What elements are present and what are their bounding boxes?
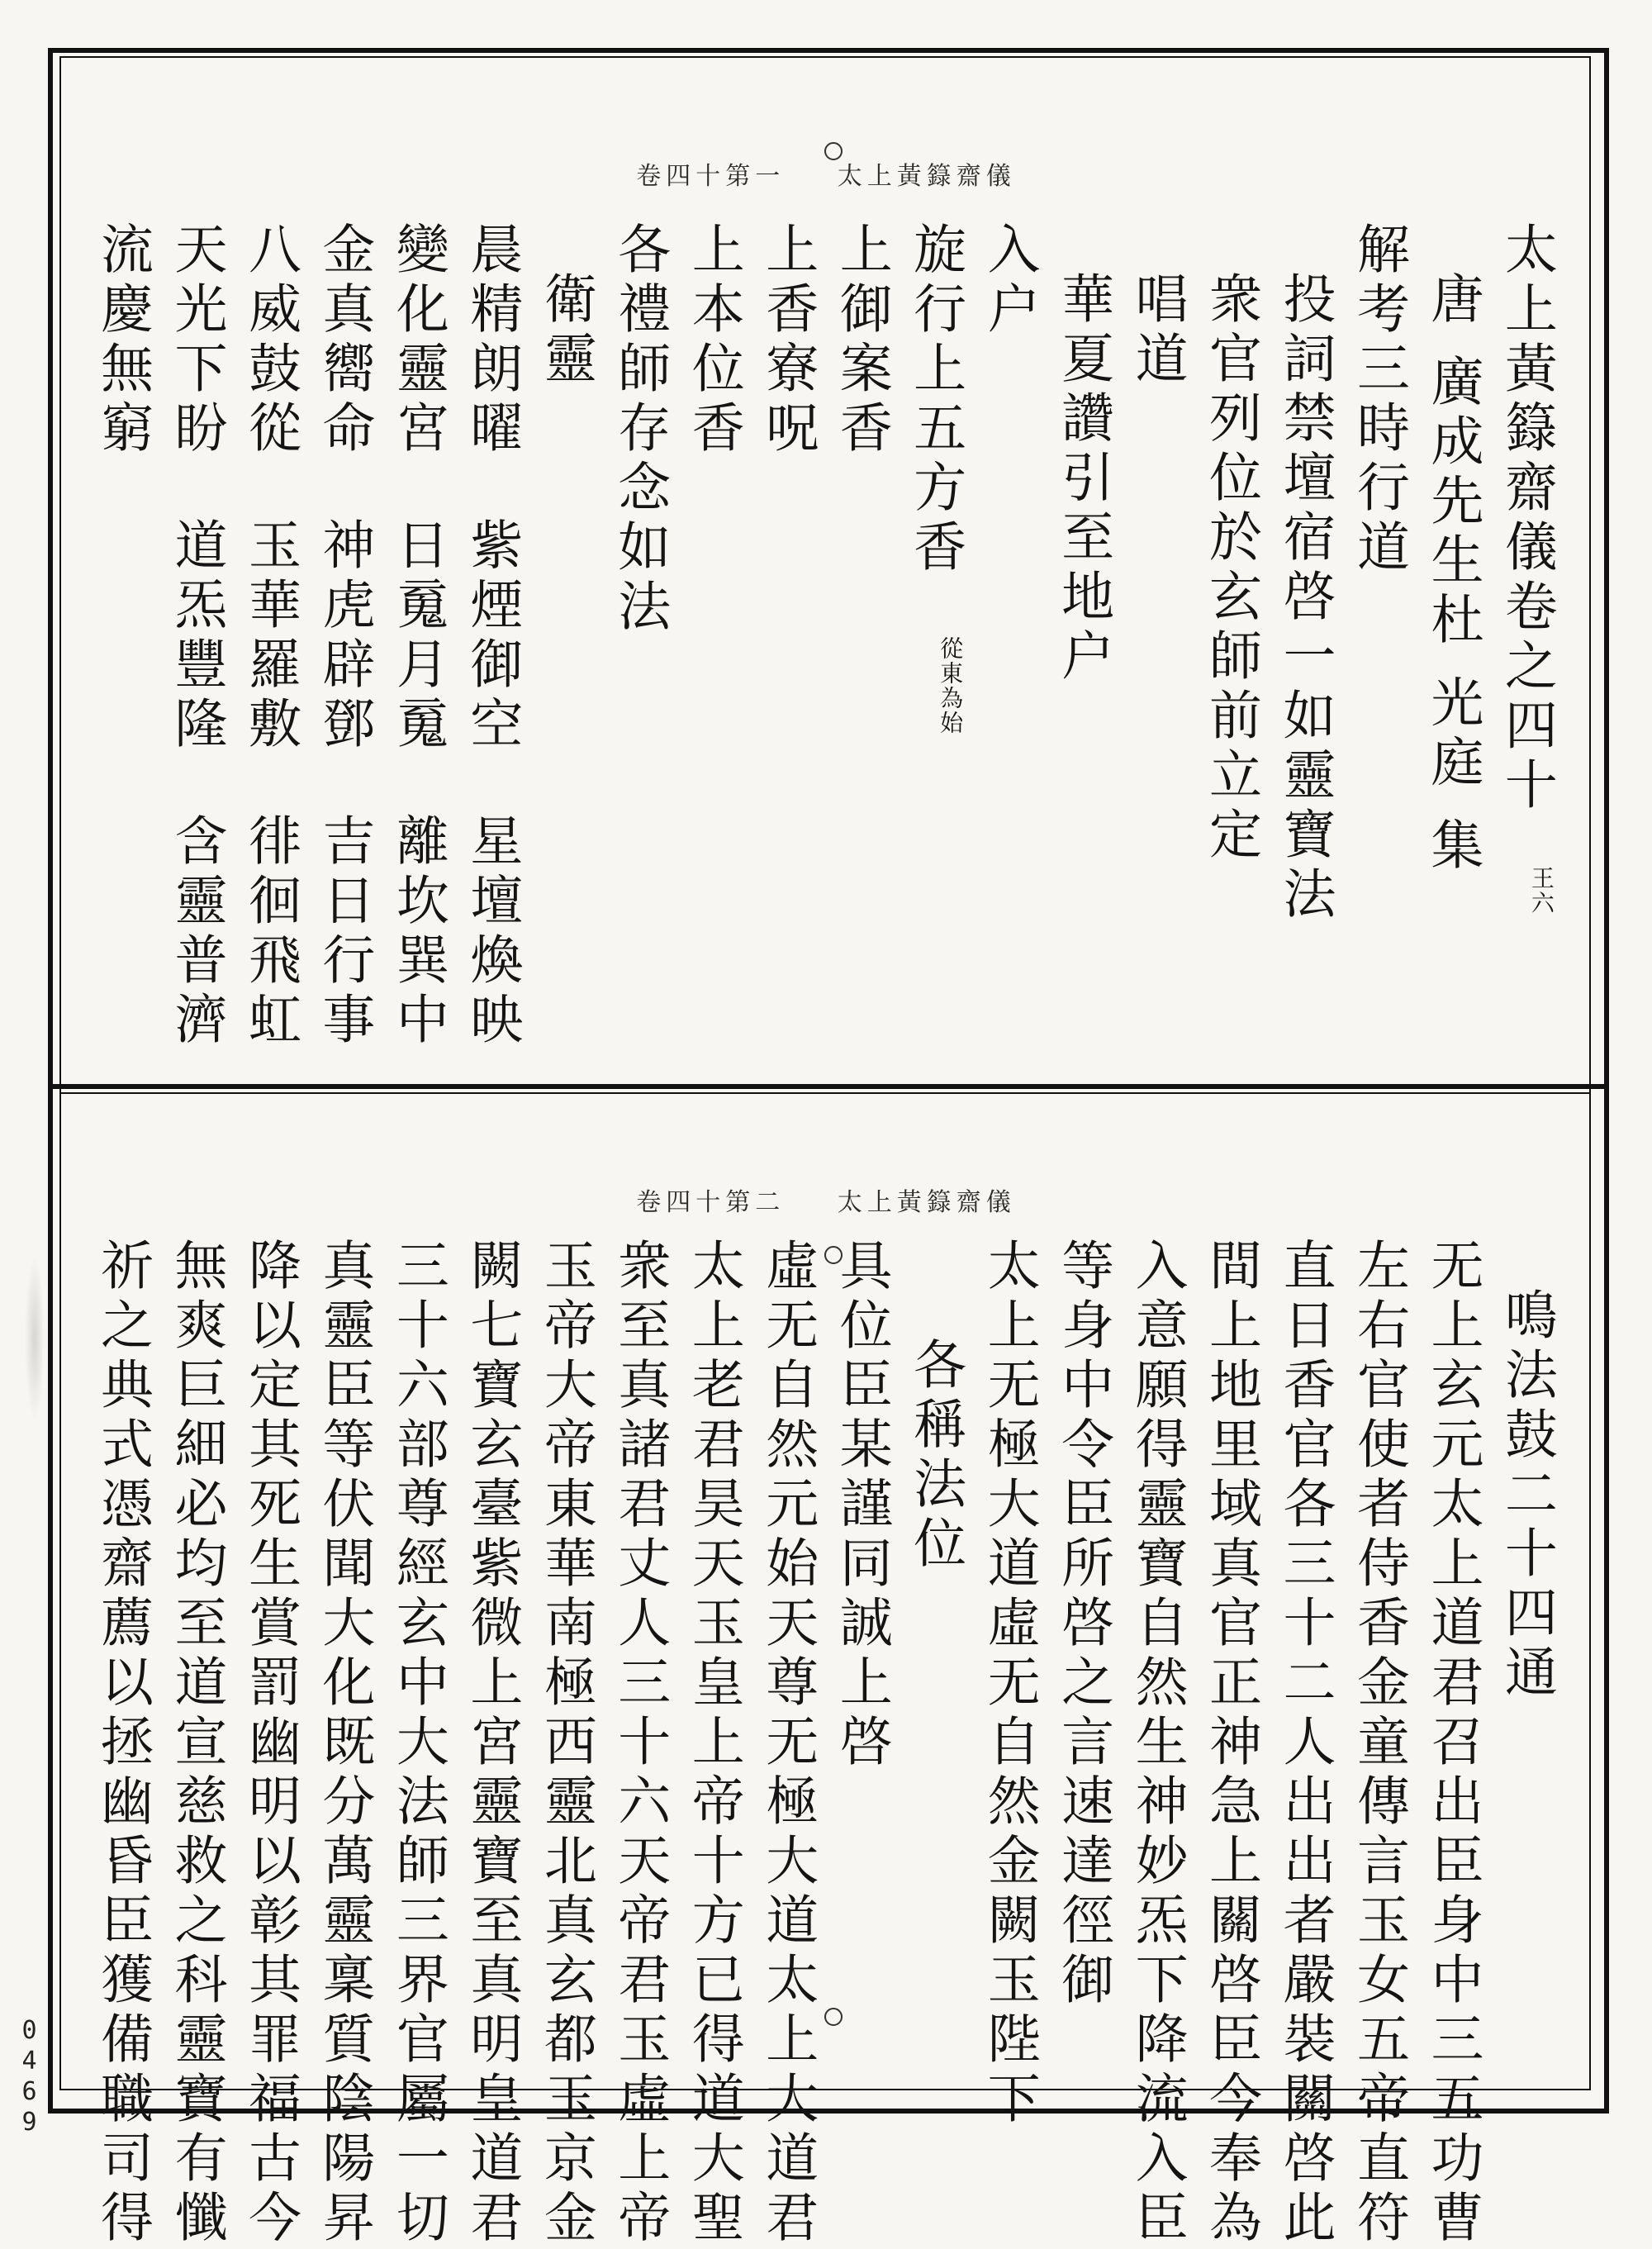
text-column	[460, 1238, 523, 2249]
text-column	[978, 221, 1040, 1056]
text-segment: 玉華羅敷	[239, 517, 301, 755]
text-column	[608, 221, 671, 1056]
text-segment: 左右官使者侍香金童傳言玉女五帝直符	[1347, 1238, 1409, 2249]
text-columns	[91, 1238, 1557, 2249]
text-column	[830, 221, 892, 1056]
text-column	[608, 1238, 671, 2249]
text-segment: 各禮師存念如法	[609, 221, 671, 638]
text-segment: 入户	[978, 221, 1040, 340]
text-segment: 直日香官各三十二人出出者嚴裝關啓此	[1274, 1238, 1336, 2249]
interlinear-note: 從東為始	[937, 636, 965, 735]
text-segment: 紫煙御空	[461, 517, 523, 755]
text-column	[682, 221, 744, 1056]
text-column	[1421, 221, 1483, 1056]
circle-marker	[824, 142, 843, 160]
text-segment: 金真嚮命	[313, 221, 375, 459]
text-column	[1495, 1238, 1557, 2047]
text-segment: 八威鼓從	[239, 221, 301, 459]
running-head-volume: 卷四十第二	[636, 1188, 786, 1217]
text-column	[460, 221, 523, 1056]
text-segment: 日䰟月䰟	[387, 517, 449, 755]
text-column	[1274, 1238, 1336, 2249]
text-column	[1126, 221, 1188, 1056]
text-column	[164, 221, 227, 1056]
text-column	[904, 221, 966, 1056]
text-segment: 吉日行事	[313, 813, 375, 1051]
text-column	[1347, 221, 1409, 1056]
text-segment: 各稱法位	[904, 1337, 966, 1575]
text-segment: 入意願得靈寶自然生神妙炁下降流入臣	[1126, 1238, 1188, 2249]
text-column	[1051, 1238, 1114, 2047]
text-segment: 徘徊飛虹	[239, 813, 301, 1051]
text-column	[387, 1238, 449, 2249]
text-segment: 道炁豐隆	[165, 517, 227, 755]
text-column	[1051, 221, 1114, 1056]
text-column	[1495, 221, 1557, 1056]
text-column	[239, 221, 301, 1056]
text-segment: 變化靈宮	[387, 221, 449, 459]
text-segment: 唐 廣成先生杜 光庭 集	[1422, 271, 1483, 877]
text-segment: 太上黃籙齋儀卷之四十	[1495, 221, 1557, 816]
text-columns	[91, 221, 1557, 1056]
text-segment: 三十六部尊經玄中大法師三界官屬一切	[387, 1238, 449, 2249]
text-column	[91, 221, 153, 1056]
text-segment: 虛无自然元始天尊无極大道太上大道君	[757, 1238, 819, 2249]
text-segment: 投詞禁壇宿啓一如靈寶法	[1274, 271, 1336, 925]
panel-divider	[50, 1084, 1609, 1089]
text-column	[904, 1238, 966, 2047]
text-column	[164, 1238, 227, 2249]
text-segment: 解考三時行道	[1347, 221, 1409, 578]
text-segment: 闕七寶玄臺紫微上宮靈寶至真明皇道君	[461, 1238, 523, 2249]
text-column	[312, 1238, 375, 2249]
text-segment: 神虎辟鄧	[313, 517, 375, 755]
text-column	[756, 1238, 819, 2249]
running-head	[636, 155, 1016, 192]
text-column	[91, 1238, 153, 2249]
text-segment: 天光下盼	[165, 221, 227, 459]
running-head-title: 太上黃籙齋儀	[837, 1188, 1016, 1217]
text-segment: 等身中令臣所啓之言速達徑御	[1052, 1238, 1114, 2011]
text-column	[312, 221, 375, 1056]
text-segment: 華夏讚引至地户	[1052, 271, 1114, 687]
text-segment: 上香寮呪	[757, 221, 819, 459]
text-column	[387, 221, 449, 1056]
text-segment: 具位臣某謹同誠上啓	[830, 1238, 892, 1773]
text-segment: 上本位香	[682, 221, 744, 459]
text-segment: 旋行上五方香	[904, 221, 966, 578]
text-segment: 間上地里域真官正神急上關啓臣今奉為	[1200, 1238, 1262, 2249]
text-column	[1199, 1238, 1262, 2249]
text-segment: 含靈普濟	[165, 813, 227, 1051]
text-segment: 太上老君昊天玉皇上帝十方已得道大聖	[682, 1238, 744, 2249]
text-segment: 上御案香	[830, 221, 892, 459]
text-segment: 太上无極大道虛无自然金闕玉陛下	[978, 1238, 1040, 2130]
top-leaf	[66, 64, 1586, 1079]
running-head-volume: 卷四十第一	[636, 162, 786, 191]
text-column	[756, 221, 819, 1056]
text-column	[1274, 221, 1336, 1056]
text-segment: 晨精朗曜	[461, 221, 523, 459]
text-segment: 唱道	[1126, 271, 1188, 390]
text-segment: 鳴法鼓二十四通	[1495, 1287, 1557, 1704]
text-segment: 無爽巨細必均至道宣慈救之科靈寶有懺	[165, 1238, 227, 2249]
panel-divider-inner	[59, 1092, 1591, 1094]
text-segment: 星壇煥映	[461, 813, 523, 1051]
text-column	[1199, 221, 1262, 1056]
text-segment: 離坎巽中	[387, 813, 449, 1051]
text-column	[239, 1238, 301, 2249]
text-segment: 玉帝大帝東華南極西靈北真玄都玉京金	[534, 1238, 596, 2249]
text-column	[682, 1238, 744, 2249]
bottom-leaf	[66, 1099, 1586, 2249]
text-column	[830, 1238, 892, 2047]
text-column	[1421, 1238, 1483, 2249]
text-column	[534, 221, 596, 1056]
text-column	[1126, 1238, 1188, 2249]
text-segment: 衆至真諸君丈人三十六天帝君玉虛上帝	[609, 1238, 671, 2249]
text-segment: 衛靈	[534, 271, 596, 390]
text-segment: 祈之典式憑齋薦以拯幽昏臣獲備職司得	[92, 1238, 153, 2249]
text-segment: 衆官列位於玄師前立定	[1200, 271, 1262, 866]
margin-stain	[25, 1256, 45, 1421]
running-head	[636, 1182, 1016, 1218]
text-segment: 降以定其死生賞罰幽明以彰其罪福古今	[239, 1238, 301, 2249]
side-page-number: 0469	[15, 2016, 44, 2138]
text-segment: 流慶無窮	[92, 221, 153, 459]
text-segment: 真靈臣等伏聞大化既分萬靈稟質陰陽昇	[313, 1238, 375, 2249]
text-column	[978, 1238, 1040, 2130]
running-head-title: 太上黃籙齋儀	[837, 162, 1016, 191]
text-column	[1347, 1238, 1409, 2249]
text-column	[534, 1238, 596, 2249]
text-segment: 无上玄元太上道君召出臣身中三五功曹	[1422, 1238, 1483, 2249]
interlinear-note: 王六	[1527, 866, 1555, 915]
